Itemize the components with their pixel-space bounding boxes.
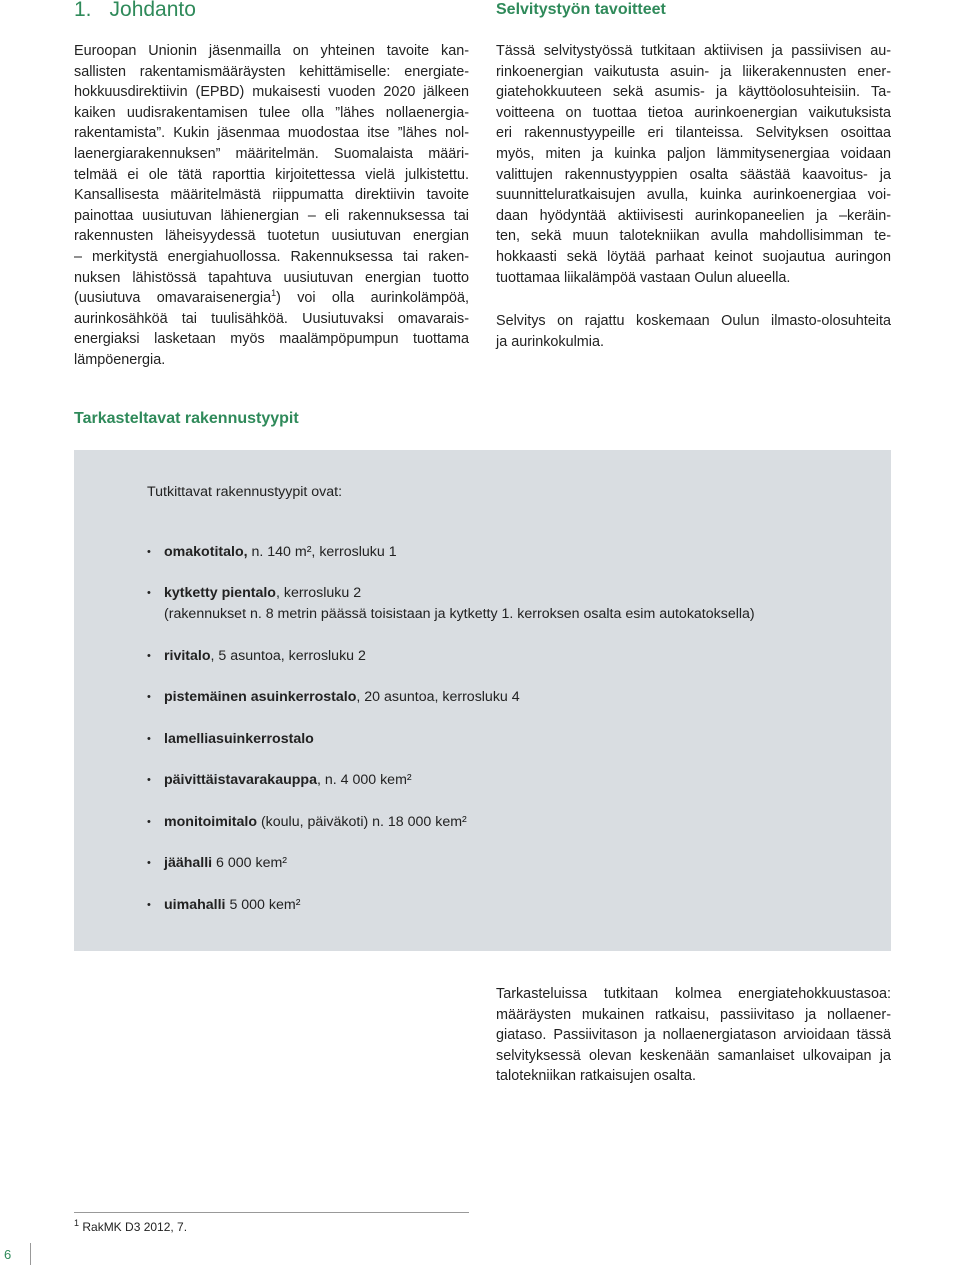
page-number-divider [30,1243,31,1265]
item-name: rivitalo [164,648,211,664]
item-detail: 6 000 kem² [212,855,288,871]
goals-paragraph-2 [496,311,891,352]
text-line: nuksen lähistössä tapahtuva uusiutuvan energian tuotto [74,269,469,286]
item-detail: n. 140 m², kerrosluku 1 [247,544,397,560]
text-line: myös, miten ja kuinka paljon lämmitysenergiaa voidaan [496,145,891,162]
text-line: Euroopan Unionin jäsenmailla on yhteinen tavoite kan- [74,43,469,59]
text-line: valittujen rakennustyyppien osalta säästää kaavoitus- ja [496,166,891,183]
list-item [147,853,864,874]
item-detail: , n. 4 000 kem² [316,772,412,788]
types-intro: Tutkittavat rakennustyypit ovat: [147,484,343,500]
text-line: giatehokkuuteen sekä asumis- ja käyttöolosuhteisiin. Ta- [496,84,891,101]
text-line: hokkuusdirektiivin (EPBD) mukaisesti vuoden 2020 jälkeen [74,84,469,101]
section-heading [74,0,196,22]
item-name: jäähalli [164,855,213,871]
item-name: päivittäistavarakauppa [164,772,317,788]
item-name: pistemäinen asuinkerrostalo [164,689,357,705]
item-name: lamelliasuinkerrostalo [164,731,314,747]
text-line: daan hyödyntää aktiivisesti aurinkopaneelien ja –keräin- [496,207,891,224]
bullet-icon: • [147,650,151,662]
text-line: – merkitystä energiahuollossa. Rakennuksessa tai raken- [74,248,469,265]
footnote-divider [74,1212,469,1213]
text-line: energiaksi lasketaan myös maalämpöpumpun tuottama [74,331,469,348]
text-line: painottaa uusiutuvan lähienergian – eli rakennuksessa tai [74,207,469,224]
item-detail: , 5 asuntoa, kerrosluku 2 [210,648,366,664]
footnote-mark: 1 [74,1218,80,1228]
footnote-ref[interactable]: 1 [271,288,277,299]
bullet-icon: • [147,857,151,869]
text-line: ja aurinkokulmia. [496,333,604,350]
text-line: ten, sekä muun talotekniikan avulla mahdollisimman te- [496,228,891,245]
item-detail: , kerrosluku 2 [275,585,362,601]
bullet-icon: • [147,691,151,703]
bullet-icon: • [147,546,151,558]
goals-paragraph [496,41,891,288]
item-extra: (rakennukset n. 8 metrin päässä toisistaan ja kytketty 1. kerroksen osalta esim autokatoksella) [164,606,755,622]
text-line: Tarkasteluissa tutkitaan kolmea energiatehokkuustasoa: [496,986,891,1002]
list-item [147,687,864,708]
item-name: kytketty pientalo [164,585,276,601]
text-fragment: (uusiutuva omavaraisenergia [74,290,272,307]
list-item [147,770,864,791]
item-name: monitoimitalo [164,814,258,830]
text-line: rinkoenergian vaikutusta asuin- ja liikerakennusten ener- [496,63,891,80]
text-line: Tässä selvitystyössä tutkitaan aktiivisen ja passiivisen au- [496,43,891,59]
list-item [147,729,864,750]
text-line: suunnitteluratkaisujen avulla, kuinka aurinkoenergiaa voi- [496,187,891,204]
text-line: lämpöenergia. [74,351,166,368]
list-item [147,812,864,833]
text-line: selvityksessä olevan keskenään samanlaiset ulkovaipan ja [496,1047,891,1064]
list-item [147,646,864,667]
list-item [147,895,864,916]
bullet-icon: • [147,733,151,745]
bullet-icon: • [147,774,151,786]
text-line: laenergiarakennuksen” määritelmän. Suomalaista määri- [74,145,469,162]
text-line: rakentamista”. Kukin jäsenmaa muodostaa itse ”lähes nol- [74,125,469,142]
text-fragment: ) voi olla aurinkolämpöä, [276,290,470,307]
text-line: kaiken uudisrakentamisen tulee olla ”lähes nollaenergia- [74,104,469,121]
bullet-icon: • [147,816,151,828]
text-line: määräysten mukainen ratkaisu, passiivitaso ja nollaener- [496,1006,891,1023]
text-line: giataso. Passiivitason ja nollaenergiatason arvioidaan tässä [496,1027,891,1044]
bullet-icon: • [147,587,151,599]
list-item [147,542,864,563]
intro-paragraph [74,41,469,371]
levels-paragraph [496,984,891,1087]
item-detail: , 20 asuntoa, kerrosluku 4 [356,689,520,705]
item-name: omakotitalo, [164,544,248,560]
text-line: Kansallisesta määritelmästä riippumatta direktiivin tavoite [74,187,469,204]
section-title: Johdanto [109,0,196,21]
text-line-footnote [74,288,469,309]
text-line: sallisten rakentamismääräysten kehittämiselle: energiate- [74,63,469,80]
text-line: aurinkosähköä tai tuulisähköä. Uusiutuvaksi omavarais- [74,310,469,327]
text-line: eri rakennustyypeille eri tilanteissa. Selvityksen osoittaa [496,125,891,142]
text-line: hokkaasti sekä löytää parhaat keinot suojautua auringon [496,248,891,265]
list-item [147,583,864,625]
footnote-text: RakMK D3 2012, 7. [79,1220,188,1234]
item-name: uimahalli [164,897,226,913]
footnote [74,1220,187,1234]
item-detail: (koulu, päiväkoti) n. 18 000 kem² [257,814,467,830]
text-line: Selvitys on rajattu koskemaan Oulun ilmasto-olosuhteita [496,313,891,329]
bullet-icon: • [147,899,151,911]
text-line: talotekniikan ratkaisujen osalta. [496,1068,696,1085]
types-title: Tarkasteltavat rakennustyypit [74,410,299,427]
section-number: 1. [74,0,92,21]
text-line: rakennusten läheisyydessä tuotetun uusiutuvan energian [74,228,469,245]
page-number: 6 [4,1247,12,1262]
text-line: telmää ei ole tätä raporttia kirjoitettessa vielä julkistettu. [74,166,469,183]
goals-title: Selvitystyön tavoitteet [496,1,666,18]
text-line: tuottamaa liikalämpöä vastaan Oulun alueella. [496,269,791,286]
item-detail: 5 000 kem² [225,897,301,913]
text-line: voitteena on tuottaa tietoa aurinkoenergian vaikutuksista [496,104,891,121]
